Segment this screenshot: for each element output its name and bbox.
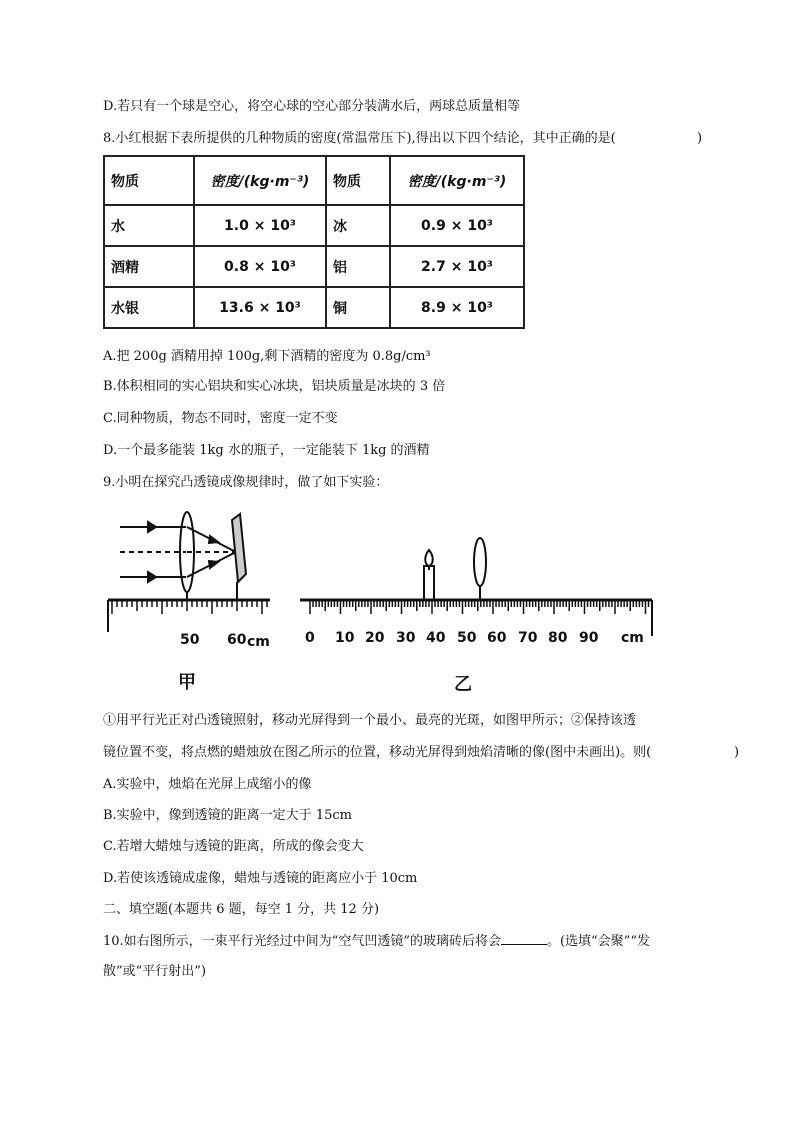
table-cell: 2.7 × 10³ <box>390 246 524 287</box>
ruler-tick-label: 70 <box>518 630 538 646</box>
table-cell: 冰 <box>326 205 390 246</box>
ruler-tick-label: 10 <box>335 630 355 646</box>
q9-stem: 9.小明在探究凸透镜成像规律时，做了如下实验： <box>103 475 389 490</box>
q10-line2: 散”或“平行射出”) <box>103 964 207 979</box>
ruler-tick-label: 40 <box>426 630 446 646</box>
q9-option-c: C.若增大蜡烛与透镜的距离，所成的像会变大 <box>103 839 364 854</box>
ruler-tick-label: 80 <box>548 630 568 646</box>
table-cell: 铝 <box>326 246 390 287</box>
lens-experiment-figure <box>100 510 660 700</box>
table-row <box>104 246 524 287</box>
ruler-yi-ticks <box>310 600 649 614</box>
table-cell: 0.8 × 10³ <box>194 246 326 287</box>
figure-caption-yi: 乙 <box>454 674 472 695</box>
table-header-row <box>104 156 524 205</box>
table-header-cell: 密度/(kg·m⁻³) <box>194 156 326 205</box>
q9-body-line1: ①用平行光正对凸透镜照射，移动光屏得到一个最小、最亮的光斑，如图甲所示；②保持该透 <box>103 713 637 728</box>
q9-answer-paren: ) <box>734 745 740 760</box>
ruler-yi-labels <box>305 630 644 646</box>
q10-line1 <box>103 932 650 951</box>
table-cell: 水银 <box>104 287 194 328</box>
q9-option-a: A.实验中，烛焰在光屏上成缩小的像 <box>103 777 312 792</box>
ruler-tick-label: 0 <box>305 630 315 646</box>
table-header-cell: 物质 <box>326 156 390 205</box>
ruler-tick-label: 90 <box>579 630 599 646</box>
ruler-tick-label: 50 <box>457 630 477 646</box>
ruler-tick-label: 20 <box>365 630 385 646</box>
table-cell: 1.0 × 10³ <box>194 205 326 246</box>
ruler-tick-label: 50 <box>180 632 200 648</box>
table-row <box>104 205 524 246</box>
q8-option-a: A.把 200g 酒精用掉 100g,剩下酒精的密度为 0.8g/cm³ <box>103 349 431 364</box>
table-cell: 0.9 × 10³ <box>390 205 524 246</box>
q8-answer-paren: ) <box>697 131 703 146</box>
table-cell: 13.6 × 10³ <box>194 287 326 328</box>
ruler-jia-ticks <box>112 600 267 614</box>
figure-yi <box>300 538 652 636</box>
q7-option-d: D.若只有一个球是空心，将空心球的空心部分装满水后，两球总质量相等 <box>103 99 521 114</box>
q8-stem: 8.小红根据下表所提供的几种物质的密度(常温常压下),得出以下四个结论，其中正确的是( <box>103 131 616 146</box>
table-cell: 水 <box>104 205 194 246</box>
table-header-cell: 密度/(kg·m⁻³) <box>390 156 524 205</box>
q8-option-b: B.体积相同的实心铝块和实心冰块，铝块质量是冰块的 3 倍 <box>103 379 446 394</box>
table-cell: 8.9 × 10³ <box>390 287 524 328</box>
q9-option-d: D.若使该透镜成虚像，蜡烛与透镜的距离应小于 10cm <box>103 871 418 886</box>
table-cell: 铜 <box>326 287 390 328</box>
table-header-cell: 物质 <box>104 156 194 205</box>
ruler-tick-label: 30 <box>396 630 416 646</box>
q8-option-c: C.同种物质，物态不同时，密度一定不变 <box>103 411 338 426</box>
density-table <box>103 155 525 329</box>
section-2-heading: 二、填空题(本题共 6 题，每空 1 分，共 12 分) <box>103 902 380 917</box>
ruler-unit: cm <box>621 630 644 646</box>
ruler-tick-label: 60 <box>227 632 247 648</box>
ruler-tick-label: 60 <box>487 630 507 646</box>
figure-jia <box>108 512 270 632</box>
q8-option-d: D.一个最多能装 1kg 水的瓶子，一定能装下 1kg 的酒精 <box>103 443 430 458</box>
q9-option-b: B.实验中，像到透镜的距离一定大于 15cm <box>103 808 352 823</box>
ruler-unit: cm <box>247 634 270 650</box>
figure-caption-jia: 甲 <box>178 672 196 693</box>
table-row <box>104 287 524 328</box>
q10-choices: 。(选填“会聚”“发 <box>546 934 650 949</box>
answer-blank[interactable] <box>501 932 547 945</box>
q9-body-line2: 镜位置不变，将点燃的蜡烛放在图乙所示的位置，移动光屏得到烛焰清晰的像(图中未画出)。则( <box>103 745 652 760</box>
q10-stem: 10.如右图所示，一束平行光经过中间为“空气凹透镜”的玻璃砖后将会 <box>103 934 501 949</box>
table-cell: 酒精 <box>104 246 194 287</box>
